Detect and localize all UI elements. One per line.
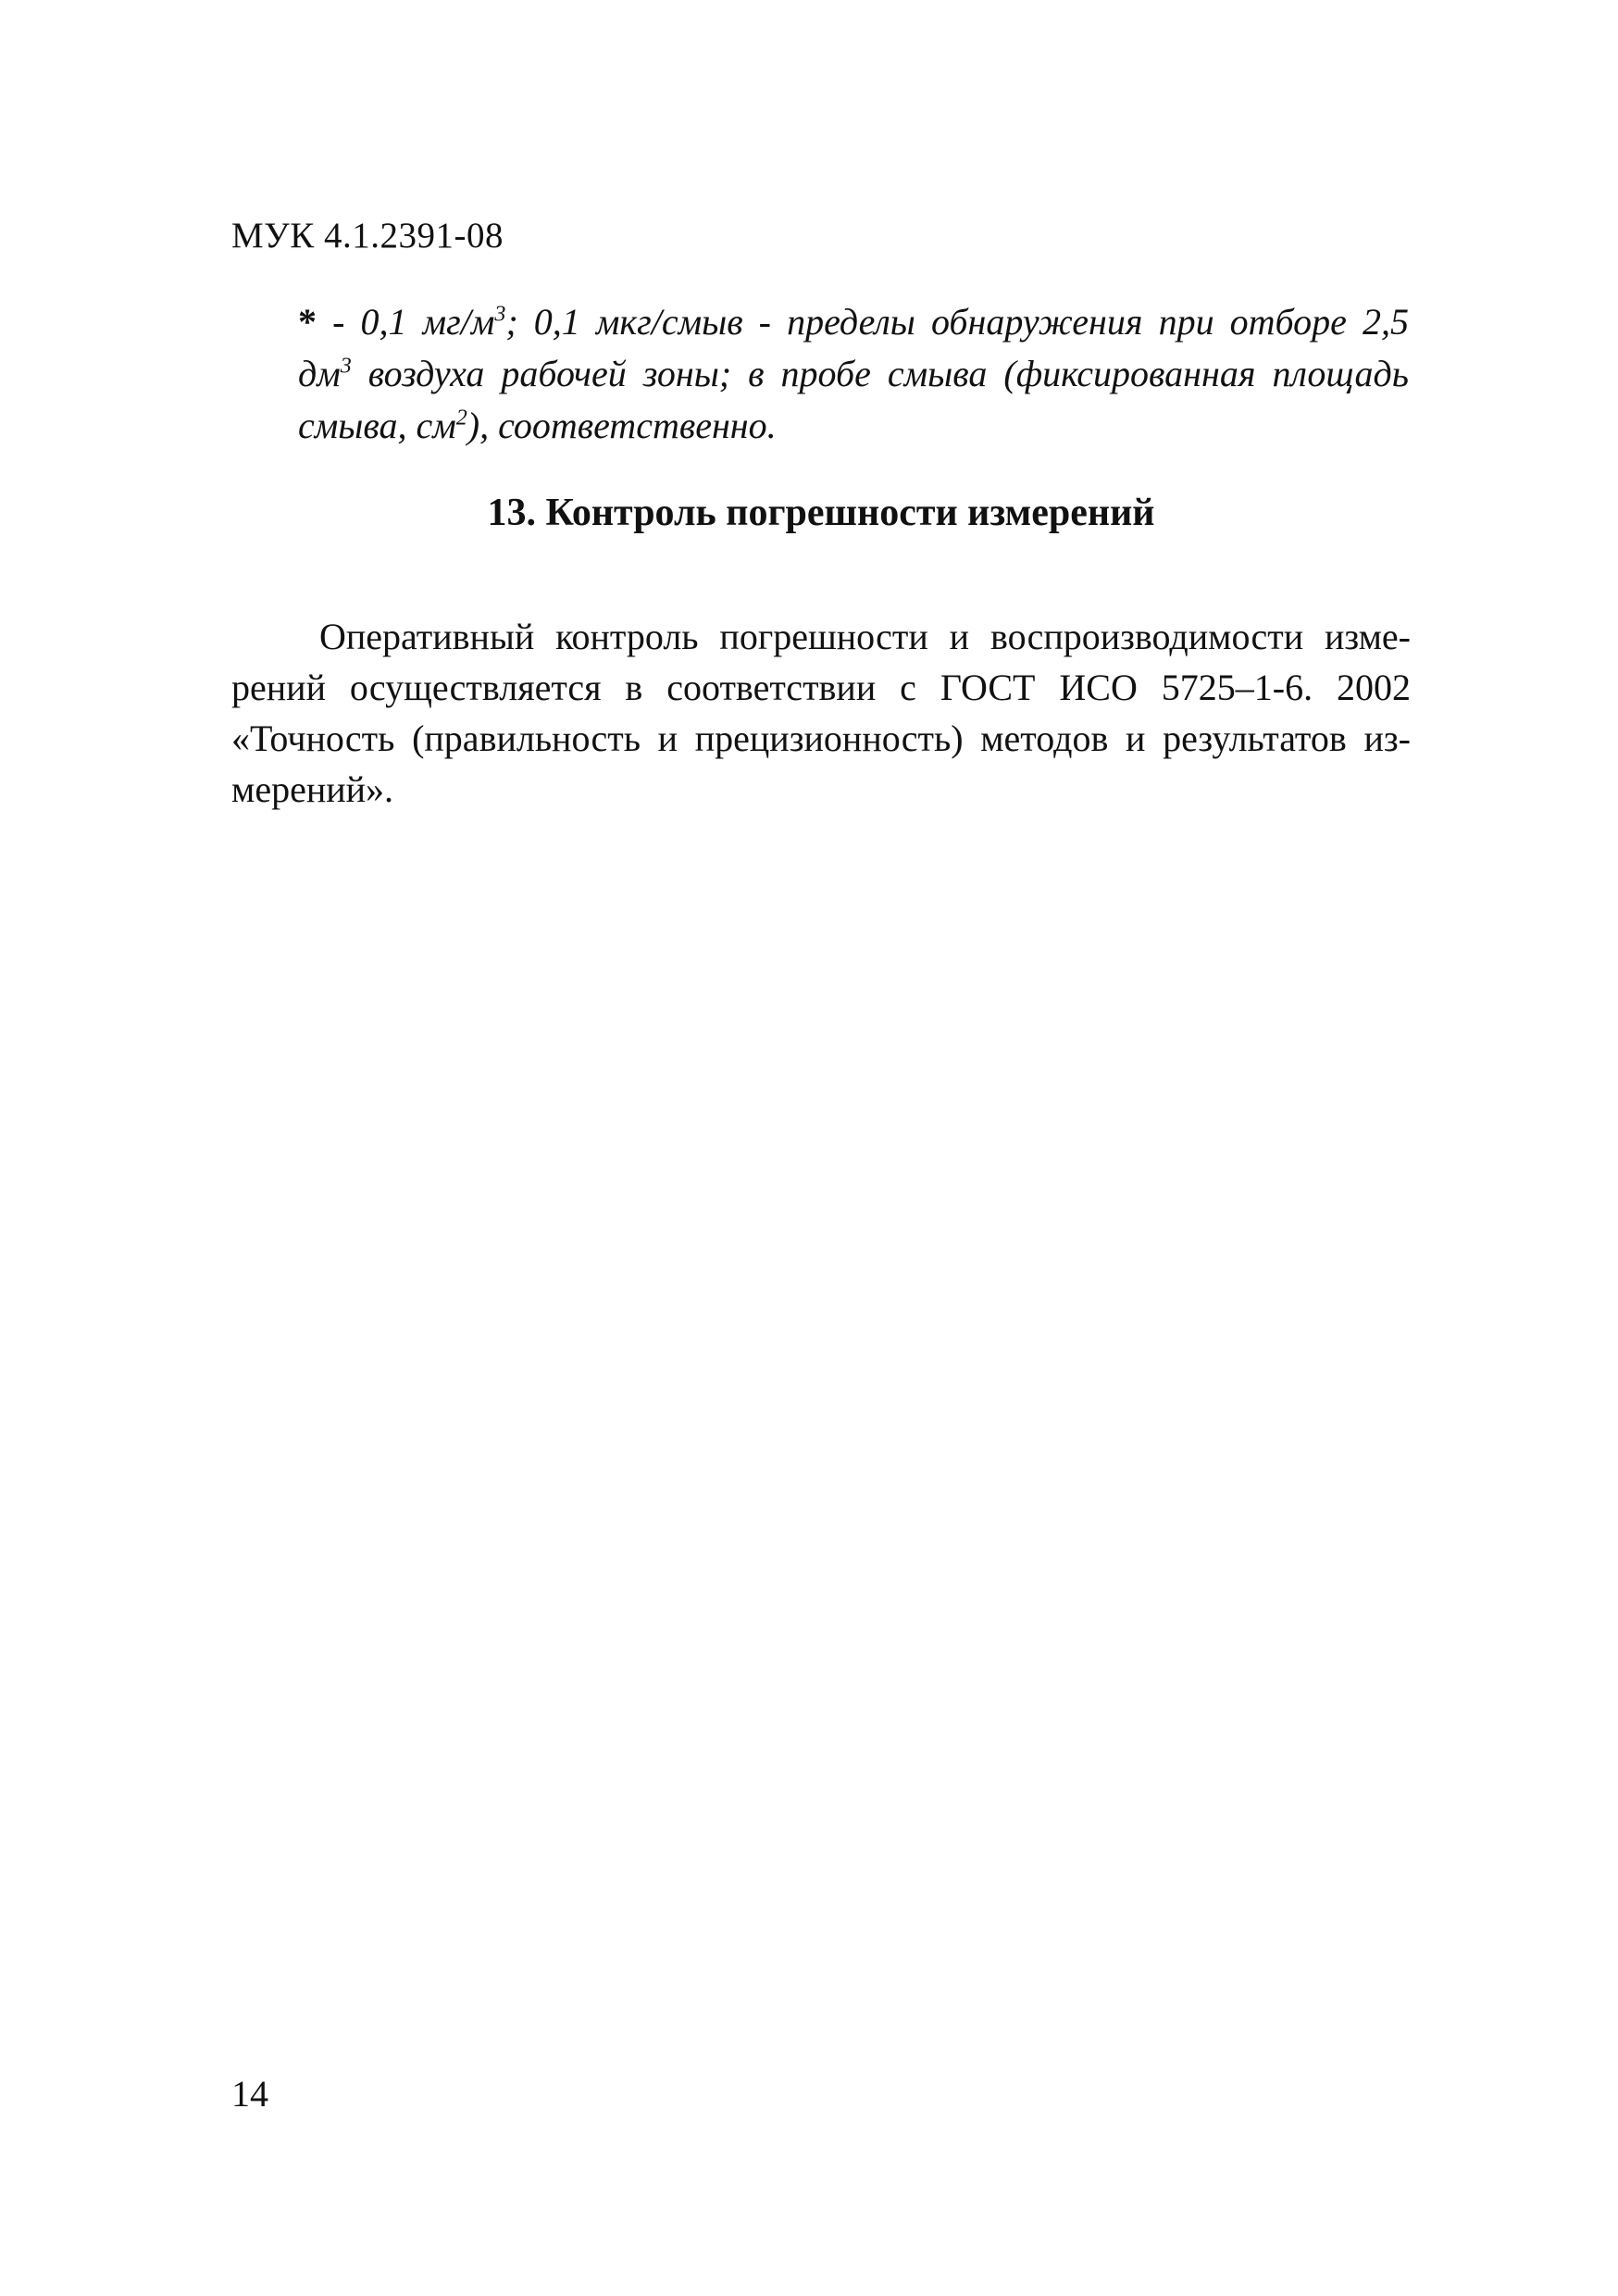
footnote-asterisk: * — [298, 301, 317, 343]
document-code-header: МУК 4.1.2391-08 — [231, 216, 504, 256]
footnote-line-1: * - 0,1 $мг/м^3$; 0,1 мкг/смыв - пределы обнаружения при отборе 2,5 — [298, 301, 1409, 343]
page-number: 14 — [231, 2073, 268, 2115]
paragraph-line: «Точность (правильность и прецизионность) методов и результатов из- — [231, 718, 1411, 759]
section-heading: 13. Контроль погрешности измерений — [487, 492, 1155, 534]
paragraph-line: Оперативный контроль погрешности и воспроизводимости изме- — [319, 616, 1411, 657]
section-paragraph — [231, 611, 1411, 815]
footnote-line-2: $дм^3$ воздуха рабочей зоны; в пробе смыва (фиксированная площадь — [298, 353, 1409, 394]
footnote — [298, 296, 1409, 452]
paragraph-line: мерений». — [231, 768, 394, 810]
paragraph-line: рений осуществляется в соответствии с ГОСТ ИСО 5725–1-6. 2002 — [231, 667, 1411, 708]
footnote-line-3: смыва, $см^2$), соответственно. — [298, 405, 777, 446]
